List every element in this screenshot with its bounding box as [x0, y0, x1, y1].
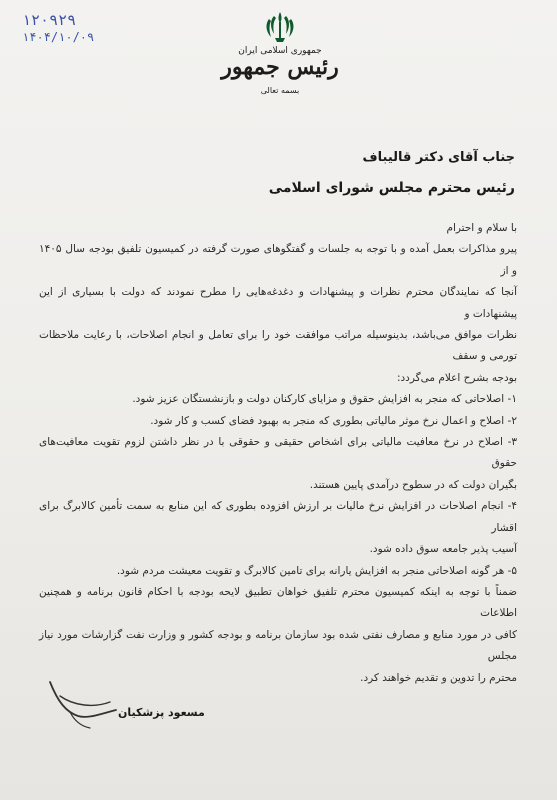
body-line: آنجا که نمایندگان محترم نظرات و پیشنهادات و دغدغه‌هایی را مطرح نمودند که دولت با بسیاری از این پیشنهادات و — [39, 286, 517, 320]
list-item-5: ۵- هر گونه اصلاحاتی منجر به افزایش یارانه برای تامین کالابرگ و تقویت معیشت مردم شود. — [116, 564, 517, 577]
signature-name: مسعود پزشکیان — [118, 706, 205, 719]
closing-line: محترم را تدوین و تقدیم خواهند کرد. — [360, 671, 517, 684]
emblem-icon — [265, 10, 295, 44]
body-line: پیرو مذاکرات بعمل آمده و با توجه به جلسات و گفتگوهای صورت گرفته در کمیسیون تلفیق بودجه سال ۱۴۰۵ و از — [39, 243, 517, 277]
body-line: نظرات موافق می‌باشد، بدینوسیله مراتب موافقت خود را برای تعامل و انجام اصلاحات، با رعایت ملاحظات تورمی و سقف — [39, 329, 517, 363]
addressee-name: جناب آقای دکتر قالیباف — [362, 150, 515, 165]
letterhead-bismillah: بسمه تعالی — [260, 86, 300, 95]
body-line: بودجه بشرح اعلام می‌گردد: — [396, 371, 517, 384]
letter-body — [39, 218, 517, 689]
closing-line: کافی در مورد منابع و مصارف نفتی شده بود سازمان برنامه و بودجه کشور و وزارت نفت گزارشات مورد نیاز مجلس — [39, 628, 517, 663]
closing-line: ضمناً با توجه به اینکه کمیسیون محترم تلفیق خواهان تطبیق لایحه بودجه با احکام قانون برنامه و همچنین اطلاعات — [39, 585, 517, 620]
list-item-3: ۳- اصلاح در نرخ معافیت مالیاتی برای اشخاص حقیقی و حقوقی با در نظر داشتن لزوم تقویت معافیت‌های حقوق — [39, 436, 517, 470]
list-item-3-cont: بگیران دولت که در سطوح درآمدی پایین هستند. — [309, 478, 517, 491]
list-item-4: ۴- انجام اصلاحات در افزایش نرخ مالیات بر ارزش افزوده بطوری که این منابع به سمت تأمین کالابرگ برای اقشار — [39, 500, 517, 534]
list-item-1: ۱- اصلاحاتی که منجر به افزایش حقوق و مزایای کارکنان دولت و بازنشستگان عزیز شود. — [132, 393, 517, 406]
list-item-2: ۲- اصلاح و اعمال نرخ موثر مالیاتی بطوری که منجر به بهبود فضای کسب و کار شود. — [150, 414, 517, 427]
letterhead — [200, 10, 360, 95]
letterhead-republic: جمهوری اسلامی ایران — [238, 46, 322, 56]
greeting: با سلام و احترام — [446, 222, 517, 234]
reference-number: ۱۲۰۹۲۹ — [22, 11, 77, 29]
reference-stamp — [22, 12, 94, 45]
signature-scribble — [44, 672, 124, 732]
addressee-title: رئیس محترم مجلس شورای اسلامی — [268, 180, 515, 196]
letterhead-president: رئیس جمهور — [221, 54, 339, 80]
reference-date: ۱۴۰۴/۱۰/۰۹ — [22, 30, 95, 45]
list-item-4-cont: آسیب پذیر جامعه سوق داده شود. — [369, 543, 517, 556]
